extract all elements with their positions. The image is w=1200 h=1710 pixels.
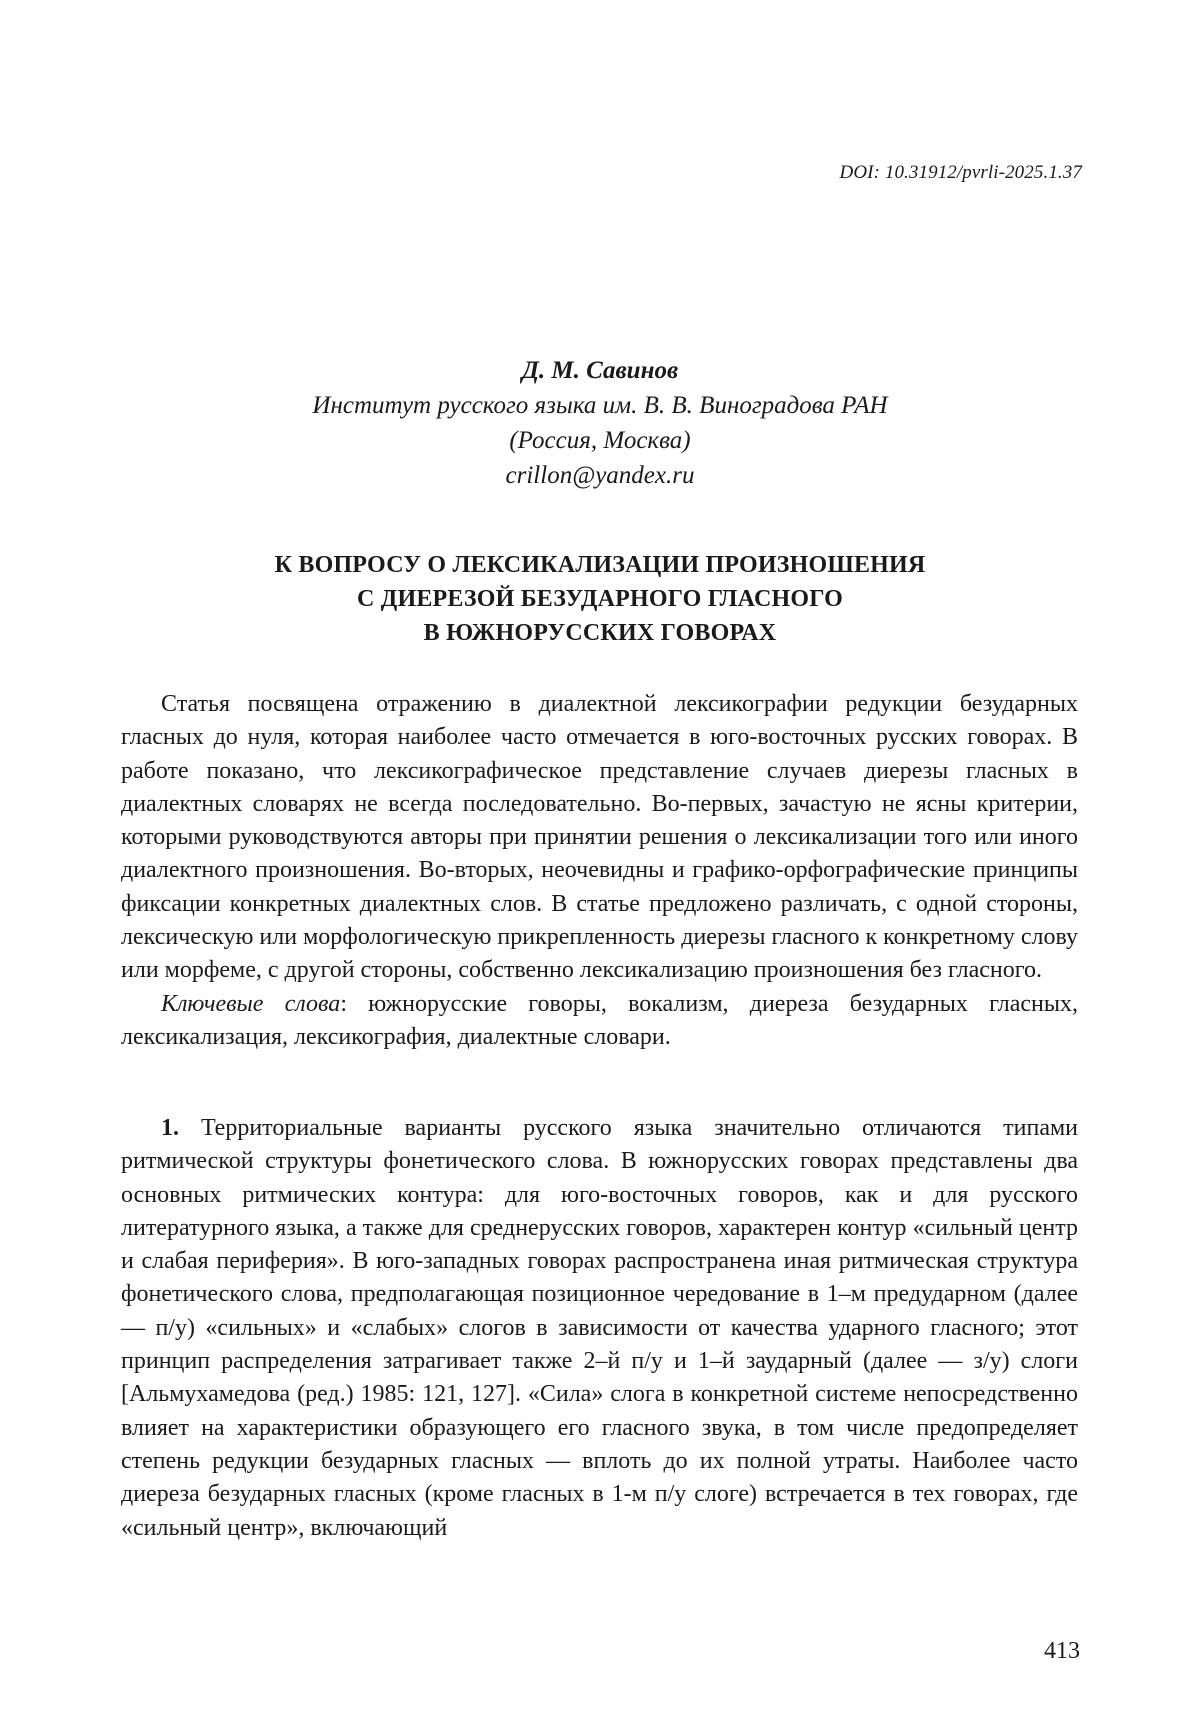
author-email: crillon@yandex.ru	[505, 462, 695, 489]
title-line-1: К ВОПРОСУ О ЛЕКСИКАЛИЗАЦИИ ПРОИЗНОШЕНИЯ	[274, 552, 926, 578]
abstract-text: Статья посвящена отражению в диалектной лексикографии редукции безударных гласных до нуля, которая наиболее часто отмечается в юго-восточных русских говорах. В работе показано, что лексикографическое представление случаев диерезы гласных в диалектных словарях не всегда последовательно. Во-первых, зачастую не ясны критерии, которыми руководствуются авторы при принятии решения о лексикализации того или иного диалектного произношения. Во-вторых, неочевидны и графико-орфографические принципы фиксации конкретных диалектных слов. В статье предложено различать, с одной стороны, лексическую или морфологическую прикрепленность диерезы гласного к конкретному слову или морфеме, с другой стороны, собственно лексикализацию произношения без гласного.	[121, 691, 1078, 984]
author-location: (Россия, Москва)	[509, 427, 691, 454]
article-title	[0, 548, 1200, 650]
section-number: 1.	[161, 1115, 179, 1141]
body-paragraph-text: Территориальные варианты русского языка значительно отличаются типами ритмической структуры фонетического слова. В южнорусских говорах представлены два основных ритмических контура: для юго-восточных говоров, как и для русского литературного языка, а также для среднерусских говоров, характерен контур «сильный центр и слабая периферия». В юго-западных говорах распространена иная ритмическая структура фонетического слова, предполагающая позиционное чередование в 1–м предударном (далее — п/у) «сильных» и «слабых» слогов в зависимости от качества ударного гласного; этот принцип распределения затрагивает также 2–й п/у и 1–й заударный (далее — з/у) слоги [Альмухамедова (ред.) 1985: 121, 127]. «Сила» слога в конкретной системе непосредственно влияет на характеристики образующего его гласного звука, в том числе предопределяет степень редукции безударных гласных — вплоть до их полной утраты. Наиболее часто диереза безударных гласных (кроме гласных в 1-м п/у слоге) встречается в тех говорах, где «сильный центр», включающий	[121, 1115, 1079, 1541]
body-paragraph	[121, 1112, 1078, 1545]
title-line-2: С ДИЕРЕЗОЙ БЕЗУДАРНОГО ГЛАСНОГО	[357, 586, 843, 612]
author-block	[0, 353, 1200, 493]
title-line-3: В ЮЖНОРУССКИХ ГОВОРАХ	[423, 620, 777, 646]
abstract	[121, 688, 1078, 1054]
keywords-label: Ключевые слова	[161, 990, 341, 1017]
doi-label: DOI: 10.31912/pvrli-2025.1.37	[839, 162, 1082, 183]
author-affiliation: Институт русского языка им. В. В. Виноградова РАН	[312, 392, 888, 419]
body-section-1	[121, 1112, 1078, 1545]
author-name: Д. М. Савинов	[521, 357, 679, 384]
keywords-paragraph	[121, 988, 1078, 1055]
page-number: 413	[1044, 1638, 1080, 1664]
keywords-list: : южнорусские говоры, вокализм, диереза безударных гласных, лексикализация, лексикография, диалектные словари.	[121, 990, 1078, 1050]
